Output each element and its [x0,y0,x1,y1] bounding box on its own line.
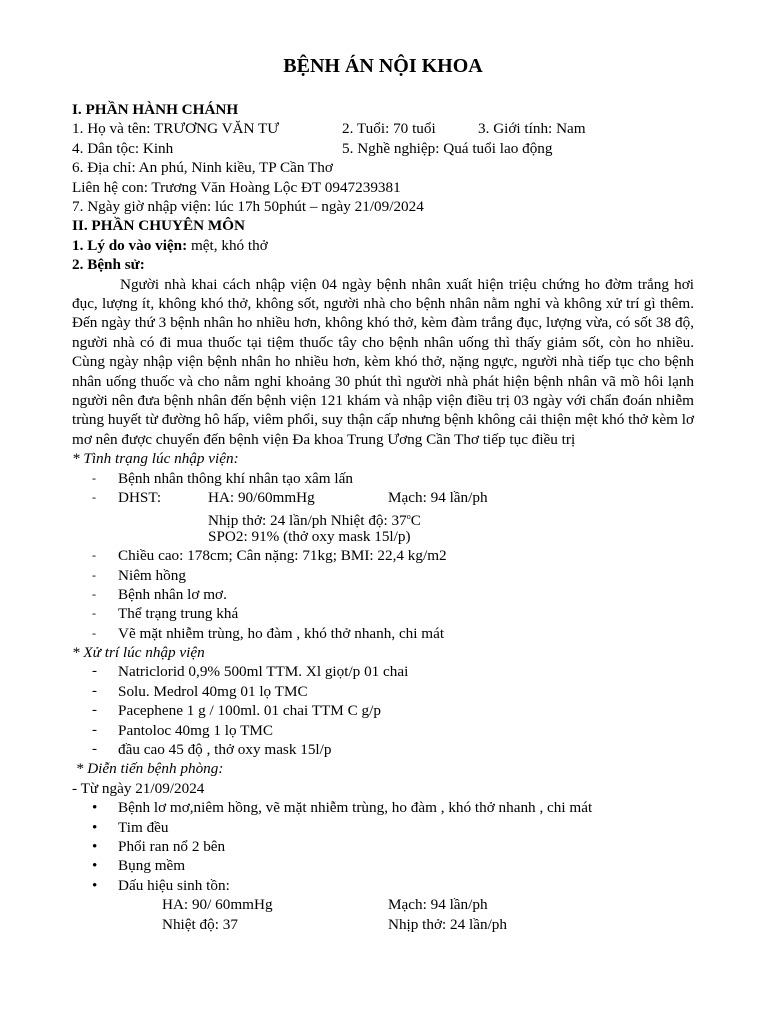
dhst-row-2 [72,507,694,530]
treatment-heading: * Xử trí lúc nhập viện [72,644,205,662]
history-label: 2. Bệnh sử: [72,256,145,274]
reason-line [72,236,694,255]
list-item: • Bệnh lơ mơ,niêm hồng, vẽ mặt nhiễm trùng, ho đàm , khó thở nhanh , chi mát [72,798,694,817]
list-item: - Niêm hồng [72,566,694,585]
vitals-temp: Nhiệt độ: 37 [162,915,238,933]
list-item: • Tim đều [72,818,694,837]
patient-contact: Liên hệ con: Trương Văn Hoàng Lộc ĐT 0947239381 [72,178,401,196]
section-pro-heading: II. PHẦN CHUYÊN MÔN [72,217,245,235]
list-item: - Bệnh nhân thông khí nhân tạo xâm lấn [72,469,694,488]
dhst-ha: HA: 90/60mmHg [208,488,315,506]
degree-mark: o [406,512,411,522]
vitals-row-2 [72,915,694,934]
vitals-breath: Nhịp thở: 24 lần/ph [388,915,507,933]
progress-heading: * Diễn tiến bệnh phòng: [72,760,224,778]
list-item: - Thể trạng trung khá [72,604,694,623]
list-item: - Natriclorid 0,9% 500ml TTM. Xl giọt/p 01 chai [72,662,694,681]
list-item: - Bệnh nhân lơ mơ. [72,585,694,604]
admission-status-list [72,469,694,508]
dhst-spo2: SPO2: 91% (thở oxy mask 15l/p) [208,527,411,545]
list-item: - Solu. Medrol 40mg 01 lọ TMC [72,682,694,701]
list-item-dhst [72,488,694,507]
progress-list [72,798,694,895]
history-text: Người nhà khai cách nhập viện 04 ngày bệnh nhân xuất hiện triệu chứng ho đờm trắng hơi đục, lượng ít, không khó thở, không sốt, người nhà cho bệnh nhân nằm nghỉ và không xử trí gì thêm. Đến ngày thứ 3 bệnh nhân ho nhiều hơn, không khó thở, kèm đàm trắng đục, lượng vừa, có sốt 38 độ, người nhà có đi mua thuốc tại tiệm thuốc tây cho bệnh nhân uống thì thấy giảm sốt, còn ho nhiều. Cùng ngày nhập viện bệnh nhân ho nhiều hơn, kèm khó thở, nặng ngực, người nhà tiếp tục cho bệnh nhân uống thuốc và cho nằm nghỉ khoảng 30 phút thì người nhà phát hiện bệnh nhân vã mồ hôi lạnh người nên đưa bệnh nhân đến bệnh viện 121 khám và nhập viện điều trị 03 ngày với chẩn đoán nhiễm trùng huyết từ đường hô hấp, viêm phổi, suy thận cấp nhưng bệnh không cải thiện mệt khó thở kèm lơ mơ nên được chuyển đến bệnh viện Đa khoa Trung Ương Cần Thơ tiếp tục điều trị [72,275,694,448]
vitals-row-1 [72,895,694,914]
dhst-label: DHST: [118,488,162,506]
reason-value: mệt, khó thở [187,236,268,254]
list-item: • Bụng mềm [72,856,694,875]
patient-address: 6. Địa chỉ: An phú, Ninh kiều, TP Cần Thơ [72,159,333,177]
patient-name: 1. Họ và tên: TRƯƠNG VĂN TƯ [72,120,280,138]
list-item: - Vẽ mặt nhiễm trùng, ho đàm , khó thở nhanh, chi mát [72,624,694,643]
vitals-ha: HA: 90/ 60mmHg [162,896,273,914]
list-item: - đầu cao 45 độ , thở oxy mask 15l/p [72,740,694,759]
list-item: • Dấu hiệu sinh tồn: [72,876,694,895]
document-title: BỆNH ÁN NỘI KHOA [283,55,483,77]
patient-sex: 3. Giới tính: Nam [478,120,586,138]
document-page [72,54,694,934]
patient-job: 5. Nghề nghiệp: Quá tuổi lao động [342,139,553,157]
list-item: • Phổi ran nổ 2 bên [72,837,694,856]
admin-row-2 [72,139,694,158]
list-item: - Pacephene 1 g / 100ml. 01 chai TTM C g/p [72,701,694,720]
celsius-mark: C [410,512,421,530]
section-admin-heading: I. PHẦN HÀNH CHÁNH [72,101,239,118]
patient-ethnic: 4. Dân tộc: Kinh [72,139,174,157]
reason-label: 1. Lý do vào viện: [72,236,188,254]
list-item: - Pantoloc 40mg 1 lọ TMC [72,721,694,740]
admission-status-list-2 [72,546,694,643]
treatment-list [72,662,694,759]
admin-row-1 [72,119,694,138]
dhst-breath-temp: Nhịp thở: 24 lần/ph Nhiệt độ: 37 [208,512,407,530]
admit-time: 7. Ngày giờ nhập viện: lúc 17h 50phút – ngày 21/09/2024 [72,197,424,215]
progress-date: - Từ ngày 21/09/2024 [72,779,205,797]
patient-age: 2. Tuổi: 70 tuổi [342,120,436,138]
dhst-mach: Mạch: 94 lần/ph [388,488,488,506]
admission-status-heading: * Tình trạng lúc nhập viện: [72,450,239,468]
vitals-mach: Mạch: 94 lần/ph [388,896,488,914]
list-item: - Chiều cao: 178cm; Cân nặng: 71kg; BMI: 22,4 kg/m2 [72,546,694,565]
